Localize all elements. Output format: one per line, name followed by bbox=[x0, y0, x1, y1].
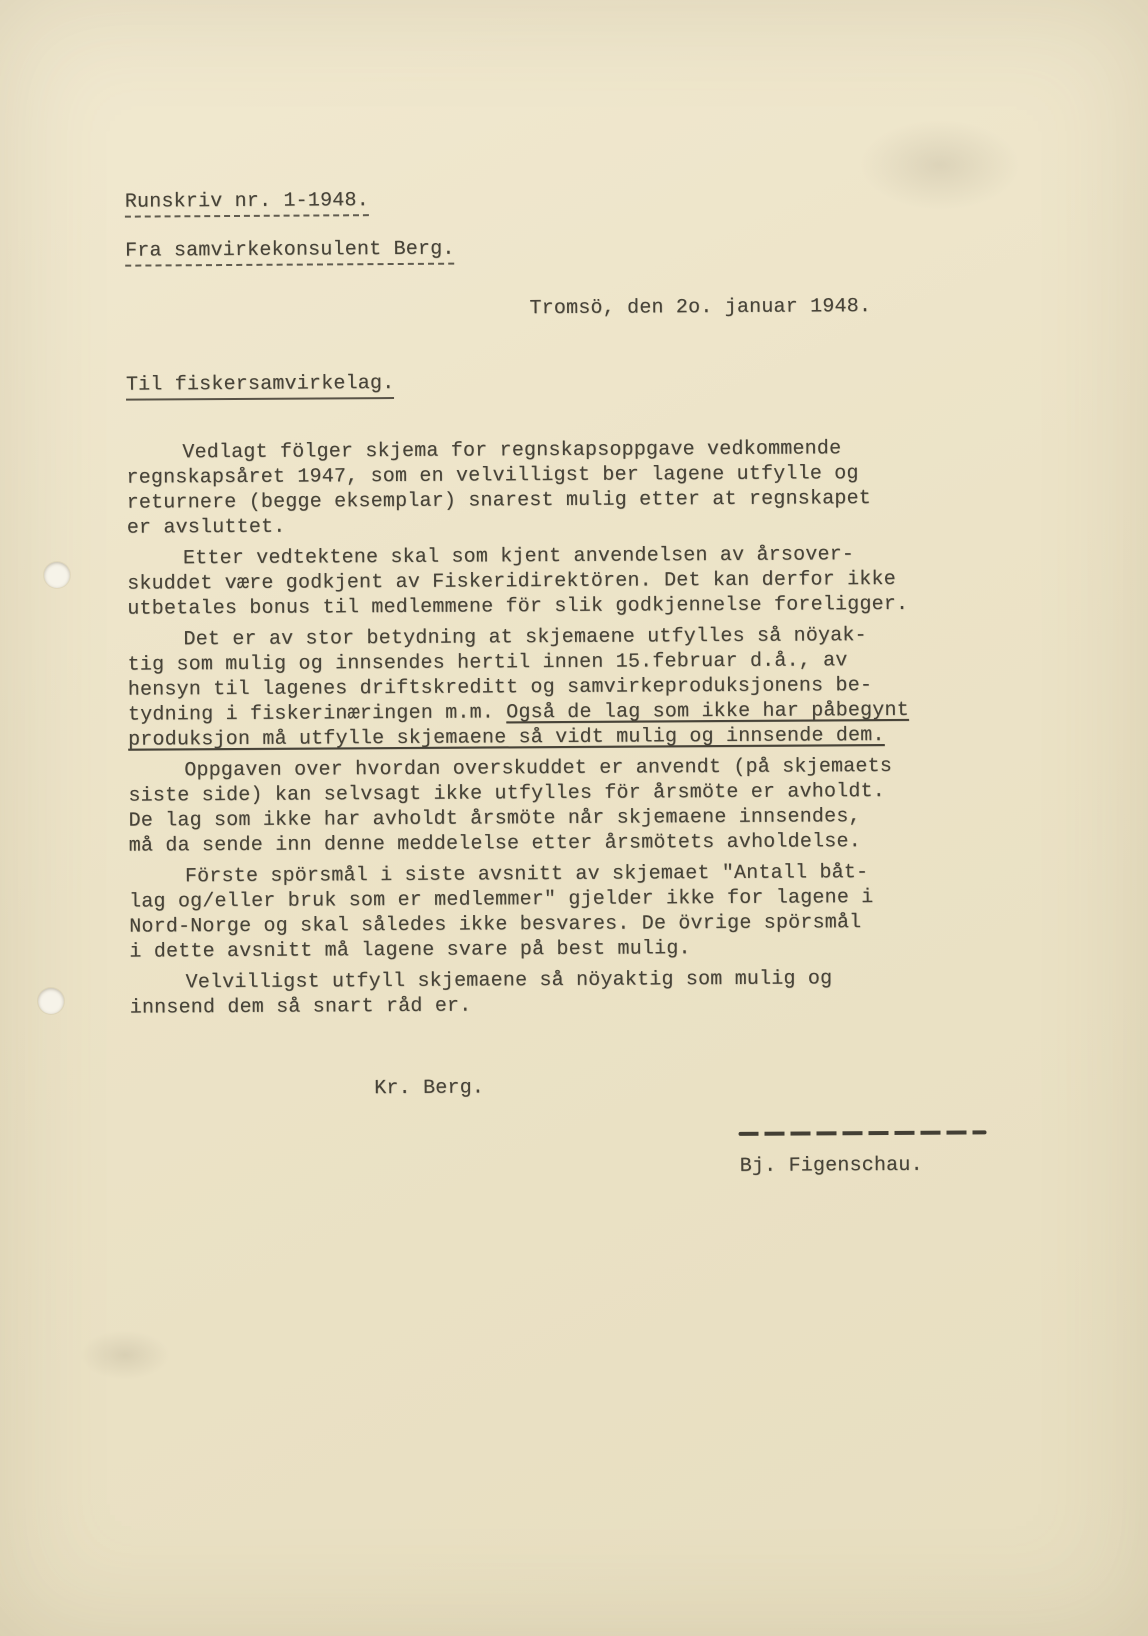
signature: Kr. Berg. bbox=[374, 1076, 485, 1101]
circular-ref-text: Runskriv nr. 1-1948. bbox=[125, 189, 369, 217]
paragraph-3-underlined-text: Også de lag som ikke har påbegynt produksjon må utfylle skjemaene så vidt mulig og innsende dem. bbox=[128, 698, 909, 752]
paragraph-5: Förste spörsmål i siste avsnitt av skjemaet "Antall båt- lag og/eller bruk som er medlemmer" gjelder ikke for lagene i Nord-Norge og skal således ikke besvares. De övrige spörsmål i dette avsnitt må lagene svare på best mulig. bbox=[129, 861, 874, 964]
paragraph-4: Oppgaven over hvordan overskuddet er anvendt (på skjemaets siste side) kan selvsagt ikke utfylles för årsmöte er avholdt. De lag som ikke har avholdt årsmöte når skjemaene innsendes, må da sende inn denne meddelelse etter årsmötets avholdelse. bbox=[128, 754, 893, 858]
paragraph-3-text: Det er av stor betydning at skjemaene utfylles så nöyak- tig som mulig og innsendes hertil innen 15.februar d.å., av hensyn til lagenes driftskreditt og samvirkeproduksjonens be- tydning i fiskerinæringen m.m. bbox=[127, 624, 873, 727]
salutation bbox=[126, 372, 395, 397]
sender-line bbox=[125, 238, 455, 263]
sender-text: Fra samvirkekonsulent Berg. bbox=[125, 238, 455, 267]
cosignature: Bj. Figenschau. bbox=[739, 1153, 923, 1178]
letter-body bbox=[126, 435, 1010, 1026]
salutation-text: Til fiskersamvirkelag. bbox=[126, 372, 395, 401]
paragraph-2: Etter vedtektene skal som kjent anvendelsen av årsover- skuddet være godkjent av Fiskeridirektören. Det kan derfor ikke utbetales bonus til medlemmene för slik godkjennelse foreligger. bbox=[127, 543, 909, 621]
dateline: Tromsö, den 2o. januar 1948. bbox=[529, 295, 872, 321]
paragraph-1: Vedlagt fölger skjema for regnskapsoppgave vedkommende regnskapsåret 1947, som en velvilligst ber lagene utfylle og returnere (begge eksemplar) snarest mulig etter at regnskapet er avsluttet. bbox=[126, 437, 872, 540]
paragraph-6: Velvilligst utfyll skjemaene så nöyaktig som mulig og innsend dem så snart råd er. bbox=[129, 967, 833, 1020]
circular-ref-line bbox=[125, 189, 369, 213]
paragraph-3 bbox=[127, 622, 1008, 752]
signature-divider-line bbox=[739, 1130, 987, 1136]
